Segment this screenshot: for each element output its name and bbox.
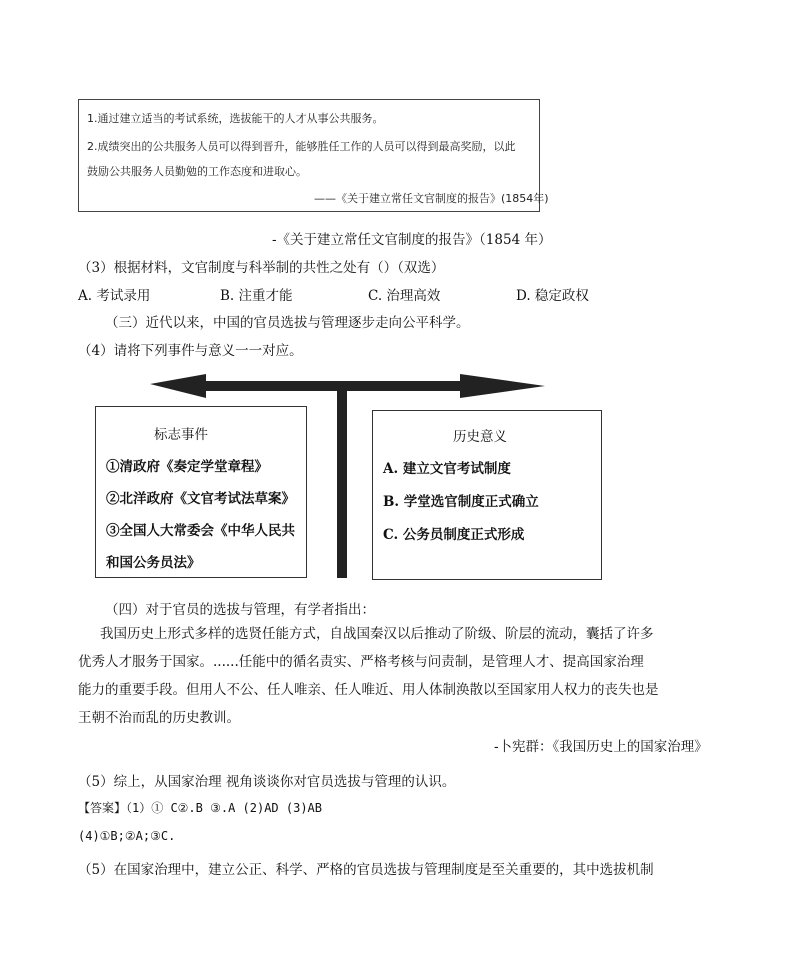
meaning-item-a: A. 建立文官考试制度 (383, 461, 511, 477)
question-3-stem: （3）根据材料，文官制度与科举制的共性之处有（）（双选） (78, 260, 445, 276)
quote-line-1: 1.通过建立适当的考试系统，选拔能干的人才从事公共服务。 (87, 112, 384, 125)
answer-line-2: (4)①B;②A;③C. (78, 829, 176, 843)
event-item-3-cont: 和国公务员法》 (106, 555, 201, 571)
event-item-3: ③全国人大常委会《中华人民共 (106, 523, 295, 539)
scholar-quote-line-3: 能力的重要手段。但用人不公、任人唯亲、任人唯近、用人体制涣散以至国家用人权力的丧失也是 (78, 682, 659, 698)
q3-option-a: A. 考试录用 (78, 288, 151, 304)
quote-box (78, 99, 549, 212)
meaning-item-c: C. 公务员制度正式形成 (383, 527, 525, 543)
event-meaning-diagram (90, 370, 610, 585)
scholar-quote-line-2: 优秀人才服务于国家。......任能中的循名责实、严格考核与问责制，是管理人才、提高国家治理 (78, 654, 644, 670)
question-5-stem: （5）综上，从国家治理 视角谈谈你对官员选拔与管理的认识。 (78, 774, 456, 790)
section-4-heading: （四）对于官员的选拔与管理，有学者指出： (105, 602, 375, 618)
meanings-title: 历史意义 (453, 429, 507, 445)
event-item-2: ②北洋政府《文官考试法草案》 (106, 491, 295, 507)
source-line: -《关于建立常任文官制度的报告》（1854 年） (272, 232, 552, 248)
quote-line-3: 鼓励公共服务人员勤勉的工作态度和进取心。 (87, 165, 307, 178)
q3-option-c: C. 治理高效 (368, 288, 441, 304)
events-box (95, 406, 307, 578)
section-3-heading: （三）近代以来，中国的官员选拔与管理逐步走向公平科学。 (105, 315, 470, 331)
scholar-quote (78, 620, 718, 732)
answer-line-3: （5）在国家治理中，建立公正、科学、严格的官员选拔与管理制度是至关重要的，其中选拔机制 (78, 862, 654, 878)
meaning-item-b: B. 学堂选官制度正式确立 (383, 494, 539, 510)
events-title: 标志事件 (154, 427, 208, 443)
scholar-source: -卜宪群：《我国历史上的国家治理》 (494, 739, 708, 755)
q3-option-d: D. 稳定政权 (516, 288, 589, 304)
quote-source: ——《关于建立常任文官制度的报告》(1854年) (314, 192, 549, 205)
event-item-1: ①清政府《奏定学堂章程》 (106, 459, 268, 475)
answer-line-1: 【答案】（1）① C②.B ③.A (2)AD (3)AB (78, 801, 323, 815)
scholar-quote-line-1: 我国历史上形式多样的选贤任能方式，自战国秦汉以后推动了阶级、阶层的流动，囊括了许多 (100, 626, 654, 642)
q3-option-b: B. 注重才能 (220, 288, 293, 304)
meanings-box (372, 410, 602, 580)
quote-line-2: 2.成绩突出的公共服务人员可以得到晋升，能够胜任工作的人员可以得到最高奖励，以此 (87, 140, 516, 153)
scholar-quote-line-4: 王朝不治而乱的历史教训。 (78, 710, 240, 726)
question-4-stem: （4）请将下列事件与意义一一对应。 (78, 343, 303, 359)
